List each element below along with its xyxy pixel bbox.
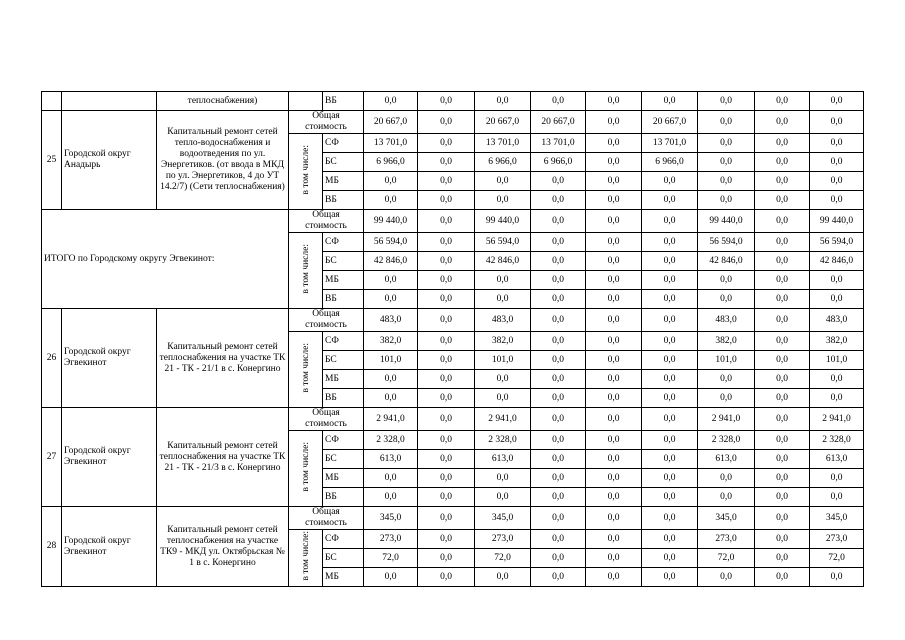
value-cell: 0,0 [531, 351, 586, 370]
value-cell: 56 594,0 [475, 233, 531, 252]
source-cell: СФ [323, 431, 364, 450]
value-cell: 0,0 [418, 210, 475, 233]
value-cell: 0,0 [531, 309, 586, 332]
value-cell: 0,0 [698, 488, 755, 507]
value-cell: 0,0 [364, 172, 418, 191]
value-cell: 42 846,0 [364, 252, 418, 271]
value-cell: 0,0 [364, 271, 418, 290]
including-label: в том числе: [300, 441, 311, 492]
value-cell: 0,0 [475, 469, 531, 488]
value-cell: 0,0 [586, 507, 642, 530]
value-cell: 0,0 [475, 389, 531, 408]
value-cell: 0,0 [586, 290, 642, 309]
value-cell: 0,0 [586, 191, 642, 210]
value-cell: 0,0 [531, 92, 586, 111]
value-cell: 613,0 [364, 450, 418, 469]
value-cell: 0,0 [698, 290, 755, 309]
table-row [42, 507, 864, 530]
value-cell: 273,0 [475, 530, 531, 549]
value-cell: 0,0 [418, 568, 475, 587]
including-label: в том числе: [300, 342, 311, 393]
value-cell: 0,0 [418, 290, 475, 309]
value-cell: 0,0 [698, 568, 755, 587]
table-row [42, 210, 864, 233]
value-cell: 0,0 [755, 488, 810, 507]
source-cell: СФ [323, 332, 364, 351]
source-cell: ВБ [323, 488, 364, 507]
value-cell: 0,0 [755, 450, 810, 469]
value-cell: 0,0 [755, 153, 810, 172]
value-cell: 0,0 [642, 271, 698, 290]
value-cell: 6 966,0 [475, 153, 531, 172]
value-cell: 0,0 [642, 530, 698, 549]
value-cell: 345,0 [364, 507, 418, 530]
value-cell: 0,0 [698, 92, 755, 111]
value-cell: 6 966,0 [642, 153, 698, 172]
value-cell: 483,0 [810, 309, 864, 332]
value-cell: 2 328,0 [810, 431, 864, 450]
value-cell: 20 667,0 [642, 111, 698, 134]
value-cell: 0,0 [531, 469, 586, 488]
value-cell: 0,0 [364, 389, 418, 408]
value-cell: 0,0 [418, 549, 475, 568]
source-cell: СФ [323, 233, 364, 252]
including-label-cell [289, 530, 323, 587]
value-cell: 0,0 [642, 469, 698, 488]
value-cell: 13 701,0 [364, 134, 418, 153]
value-cell: 382,0 [475, 332, 531, 351]
value-cell: 0,0 [755, 271, 810, 290]
value-cell: 0,0 [698, 271, 755, 290]
value-cell: 0,0 [418, 111, 475, 134]
total-cost-label: Общая стоимость [289, 111, 364, 134]
value-cell: 0,0 [586, 134, 642, 153]
label-cell [289, 92, 323, 111]
value-cell: 0,0 [418, 469, 475, 488]
value-cell: 273,0 [364, 530, 418, 549]
value-cell: 0,0 [698, 134, 755, 153]
value-cell: 613,0 [810, 450, 864, 469]
value-cell: 0,0 [586, 450, 642, 469]
value-cell: 0,0 [698, 191, 755, 210]
value-cell: 0,0 [642, 431, 698, 450]
value-cell: 0,0 [642, 450, 698, 469]
value-cell: 0,0 [418, 431, 475, 450]
value-cell: 0,0 [531, 450, 586, 469]
value-cell: 0,0 [531, 408, 586, 431]
value-cell: 0,0 [810, 134, 864, 153]
value-cell: 0,0 [586, 210, 642, 233]
source-cell: БС [323, 153, 364, 172]
value-cell: 0,0 [810, 488, 864, 507]
value-cell: 0,0 [531, 290, 586, 309]
value-cell: 0,0 [698, 111, 755, 134]
value-cell: 101,0 [364, 351, 418, 370]
value-cell: 0,0 [810, 469, 864, 488]
table-row [42, 92, 864, 111]
value-cell: 0,0 [810, 191, 864, 210]
value-cell: 0,0 [810, 92, 864, 111]
value-cell: 72,0 [698, 549, 755, 568]
value-cell: 0,0 [418, 530, 475, 549]
value-cell: 0,0 [531, 191, 586, 210]
value-cell: 0,0 [755, 469, 810, 488]
value-cell: 0,0 [642, 370, 698, 389]
table-body [42, 92, 864, 587]
value-cell: 56 594,0 [810, 233, 864, 252]
value-cell: 72,0 [810, 549, 864, 568]
value-cell: 0,0 [810, 172, 864, 191]
value-cell: 0,0 [475, 191, 531, 210]
value-cell: 0,0 [755, 507, 810, 530]
value-cell: 101,0 [475, 351, 531, 370]
row-number-cell: 26 [42, 309, 62, 408]
value-cell: 0,0 [364, 290, 418, 309]
source-cell: ВБ [323, 191, 364, 210]
value-cell: 0,0 [418, 389, 475, 408]
value-cell: 0,0 [810, 271, 864, 290]
value-cell: 0,0 [586, 389, 642, 408]
value-cell: 0,0 [364, 191, 418, 210]
value-cell: 0,0 [755, 530, 810, 549]
value-cell: 0,0 [698, 469, 755, 488]
source-cell: БС [323, 252, 364, 271]
value-cell: 0,0 [698, 370, 755, 389]
value-cell: 0,0 [418, 309, 475, 332]
value-cell: 0,0 [810, 111, 864, 134]
value-cell: 273,0 [698, 530, 755, 549]
value-cell: 0,0 [418, 507, 475, 530]
value-cell: 0,0 [531, 172, 586, 191]
value-cell: 0,0 [642, 408, 698, 431]
value-cell: 0,0 [586, 568, 642, 587]
municipality-cell [62, 92, 157, 111]
value-cell: 42 846,0 [810, 252, 864, 271]
value-cell: 0,0 [418, 153, 475, 172]
table-row [42, 408, 864, 431]
value-cell: 0,0 [531, 210, 586, 233]
value-cell: 0,0 [531, 271, 586, 290]
value-cell: 20 667,0 [475, 111, 531, 134]
value-cell: 0,0 [755, 210, 810, 233]
value-cell: 0,0 [418, 191, 475, 210]
funding-table [41, 91, 864, 587]
including-label-cell [289, 134, 323, 210]
value-cell: 2 328,0 [698, 431, 755, 450]
value-cell: 0,0 [364, 469, 418, 488]
value-cell: 345,0 [810, 507, 864, 530]
value-cell: 0,0 [586, 469, 642, 488]
value-cell: 0,0 [698, 153, 755, 172]
value-cell: 0,0 [418, 172, 475, 191]
value-cell: 99 440,0 [364, 210, 418, 233]
value-cell: 0,0 [755, 568, 810, 587]
including-label-cell [289, 233, 323, 309]
value-cell: 0,0 [586, 92, 642, 111]
value-cell: 483,0 [475, 309, 531, 332]
source-cell: СФ [323, 530, 364, 549]
value-cell: 0,0 [364, 488, 418, 507]
value-cell: 0,0 [755, 290, 810, 309]
value-cell: 0,0 [531, 370, 586, 389]
object-name-cell: теплоснабжения) [157, 92, 289, 111]
value-cell: 0,0 [586, 370, 642, 389]
value-cell: 0,0 [418, 408, 475, 431]
value-cell: 0,0 [755, 191, 810, 210]
value-cell: 273,0 [810, 530, 864, 549]
value-cell: 0,0 [364, 568, 418, 587]
value-cell: 20 667,0 [531, 111, 586, 134]
object-name-cell: Капитальный ремонт сетей теплоснабжения на участке ТК9 - МКД ул. Октябрьская № 1 в с. Конергино [157, 507, 289, 587]
object-name-cell: Капитальный ремонт сетей теплоснабжения на участке ТК 21 - ТК - 21/3 в с. Конергино [157, 408, 289, 507]
value-cell: 0,0 [586, 431, 642, 450]
value-cell: 0,0 [418, 134, 475, 153]
value-cell: 0,0 [755, 351, 810, 370]
value-cell: 0,0 [586, 172, 642, 191]
value-cell: 0,0 [810, 153, 864, 172]
value-cell: 42 846,0 [698, 252, 755, 271]
value-cell: 0,0 [698, 172, 755, 191]
value-cell: 0,0 [586, 309, 642, 332]
value-cell: 0,0 [364, 92, 418, 111]
value-cell: 0,0 [475, 568, 531, 587]
value-cell: 0,0 [531, 488, 586, 507]
value-cell: 0,0 [531, 549, 586, 568]
value-cell: 483,0 [364, 309, 418, 332]
value-cell: 483,0 [698, 309, 755, 332]
total-cost-label: Общая стоимость [289, 408, 364, 431]
value-cell: 0,0 [531, 431, 586, 450]
value-cell: 0,0 [586, 252, 642, 271]
value-cell: 2 941,0 [698, 408, 755, 431]
value-cell: 0,0 [475, 488, 531, 507]
value-cell: 0,0 [418, 252, 475, 271]
source-cell: МБ [323, 469, 364, 488]
value-cell: 0,0 [418, 92, 475, 111]
value-cell: 382,0 [364, 332, 418, 351]
municipality-cell: Городской округ Эгвекинот [62, 408, 157, 507]
value-cell: 0,0 [418, 233, 475, 252]
value-cell: 0,0 [642, 210, 698, 233]
value-cell: 0,0 [531, 507, 586, 530]
value-cell: 6 966,0 [531, 153, 586, 172]
value-cell: 2 328,0 [475, 431, 531, 450]
source-cell: МБ [323, 370, 364, 389]
source-cell: БС [323, 450, 364, 469]
value-cell: 0,0 [586, 408, 642, 431]
value-cell: 382,0 [810, 332, 864, 351]
value-cell: 0,0 [755, 92, 810, 111]
itogo-label-cell: ИТОГО по Городскому округу Эгвекинот: [42, 210, 289, 309]
value-cell: 13 701,0 [531, 134, 586, 153]
value-cell: 99 440,0 [475, 210, 531, 233]
value-cell: 0,0 [586, 153, 642, 172]
source-cell: ВБ [323, 92, 364, 111]
value-cell: 101,0 [810, 351, 864, 370]
value-cell: 0,0 [531, 332, 586, 351]
value-cell: 0,0 [755, 252, 810, 271]
value-cell: 0,0 [418, 271, 475, 290]
source-cell: МБ [323, 568, 364, 587]
value-cell: 0,0 [586, 332, 642, 351]
object-name-cell: Капитальный ремонт сетей тепло-водоснабжения и водоотведения по ул. Энергетиков. (от ввода в МКД по ул. Энергетиков, 4 до УТ 14.2/7) (Сети теплоснабжения) [157, 111, 289, 210]
value-cell: 0,0 [755, 309, 810, 332]
including-label-cell [289, 431, 323, 507]
value-cell: 0,0 [642, 488, 698, 507]
value-cell: 0,0 [475, 370, 531, 389]
value-cell: 613,0 [475, 450, 531, 469]
source-cell: МБ [323, 172, 364, 191]
value-cell: 0,0 [418, 332, 475, 351]
source-cell: МБ [323, 271, 364, 290]
including-label: в том числе: [300, 531, 311, 581]
including-label: в том числе: [300, 243, 311, 294]
value-cell: 2 941,0 [810, 408, 864, 431]
total-cost-label: Общая стоимость [289, 309, 364, 332]
value-cell: 56 594,0 [698, 233, 755, 252]
row-number-cell: 25 [42, 111, 62, 210]
value-cell: 0,0 [755, 370, 810, 389]
value-cell: 56 594,0 [364, 233, 418, 252]
value-cell: 0,0 [475, 290, 531, 309]
value-cell: 13 701,0 [475, 134, 531, 153]
value-cell: 13 701,0 [642, 134, 698, 153]
source-cell: БС [323, 351, 364, 370]
value-cell: 99 440,0 [698, 210, 755, 233]
municipality-cell: Городской округ Анадырь [62, 111, 157, 210]
value-cell: 0,0 [586, 351, 642, 370]
source-cell: ВБ [323, 389, 364, 408]
value-cell: 0,0 [531, 389, 586, 408]
value-cell: 0,0 [531, 252, 586, 271]
value-cell: 0,0 [698, 389, 755, 408]
value-cell: 72,0 [475, 549, 531, 568]
value-cell: 0,0 [475, 172, 531, 191]
value-cell: 382,0 [698, 332, 755, 351]
including-label: в том числе: [300, 144, 311, 195]
municipality-cell: Городской округ Эгвекинот [62, 309, 157, 408]
value-cell: 0,0 [531, 530, 586, 549]
value-cell: 0,0 [586, 549, 642, 568]
value-cell: 0,0 [642, 507, 698, 530]
value-cell: 0,0 [418, 351, 475, 370]
value-cell: 0,0 [755, 233, 810, 252]
row-number-cell [42, 92, 62, 111]
value-cell: 0,0 [642, 233, 698, 252]
value-cell: 0,0 [642, 252, 698, 271]
value-cell: 6 966,0 [364, 153, 418, 172]
including-label-cell [289, 332, 323, 408]
value-cell: 0,0 [418, 370, 475, 389]
value-cell: 0,0 [475, 92, 531, 111]
value-cell: 0,0 [642, 309, 698, 332]
value-cell: 0,0 [755, 389, 810, 408]
value-cell: 0,0 [642, 568, 698, 587]
table-row [42, 111, 864, 134]
total-cost-label: Общая стоимость [289, 210, 364, 233]
value-cell: 0,0 [755, 134, 810, 153]
value-cell: 0,0 [810, 568, 864, 587]
value-cell: 0,0 [642, 351, 698, 370]
value-cell: 0,0 [586, 271, 642, 290]
value-cell: 0,0 [475, 271, 531, 290]
value-cell: 0,0 [586, 233, 642, 252]
value-cell: 345,0 [475, 507, 531, 530]
value-cell: 0,0 [642, 332, 698, 351]
total-cost-label: Общая стоимость [289, 507, 364, 530]
source-cell: ВБ [323, 290, 364, 309]
row-number-cell: 27 [42, 408, 62, 507]
value-cell: 613,0 [698, 450, 755, 469]
value-cell: 20 667,0 [364, 111, 418, 134]
value-cell: 0,0 [364, 370, 418, 389]
value-cell: 2 328,0 [364, 431, 418, 450]
value-cell: 0,0 [755, 549, 810, 568]
value-cell: 0,0 [531, 233, 586, 252]
value-cell: 345,0 [698, 507, 755, 530]
value-cell: 0,0 [642, 290, 698, 309]
value-cell: 0,0 [586, 530, 642, 549]
value-cell: 0,0 [755, 172, 810, 191]
value-cell: 0,0 [755, 408, 810, 431]
value-cell: 0,0 [810, 389, 864, 408]
value-cell: 0,0 [755, 111, 810, 134]
value-cell: 0,0 [642, 191, 698, 210]
value-cell: 0,0 [642, 389, 698, 408]
value-cell: 0,0 [755, 332, 810, 351]
source-cell: БС [323, 549, 364, 568]
value-cell: 101,0 [698, 351, 755, 370]
value-cell: 72,0 [364, 549, 418, 568]
value-cell: 0,0 [418, 450, 475, 469]
value-cell: 0,0 [755, 431, 810, 450]
value-cell: 0,0 [810, 290, 864, 309]
value-cell: 0,0 [586, 111, 642, 134]
value-cell: 0,0 [642, 549, 698, 568]
value-cell: 0,0 [418, 488, 475, 507]
value-cell: 99 440,0 [810, 210, 864, 233]
object-name-cell: Капитальный ремонт сетей теплоснабжения на участке ТК 21 - ТК - 21/1 в с. Конергино [157, 309, 289, 408]
row-number-cell: 28 [42, 507, 62, 587]
value-cell: 0,0 [810, 370, 864, 389]
value-cell: 42 846,0 [475, 252, 531, 271]
value-cell: 0,0 [586, 488, 642, 507]
value-cell: 0,0 [531, 568, 586, 587]
value-cell: 2 941,0 [364, 408, 418, 431]
table-row [42, 309, 864, 332]
value-cell: 0,0 [642, 172, 698, 191]
source-cell: СФ [323, 134, 364, 153]
municipality-cell: Городской округ Эгвекинот [62, 507, 157, 587]
value-cell: 0,0 [642, 92, 698, 111]
value-cell: 2 941,0 [475, 408, 531, 431]
